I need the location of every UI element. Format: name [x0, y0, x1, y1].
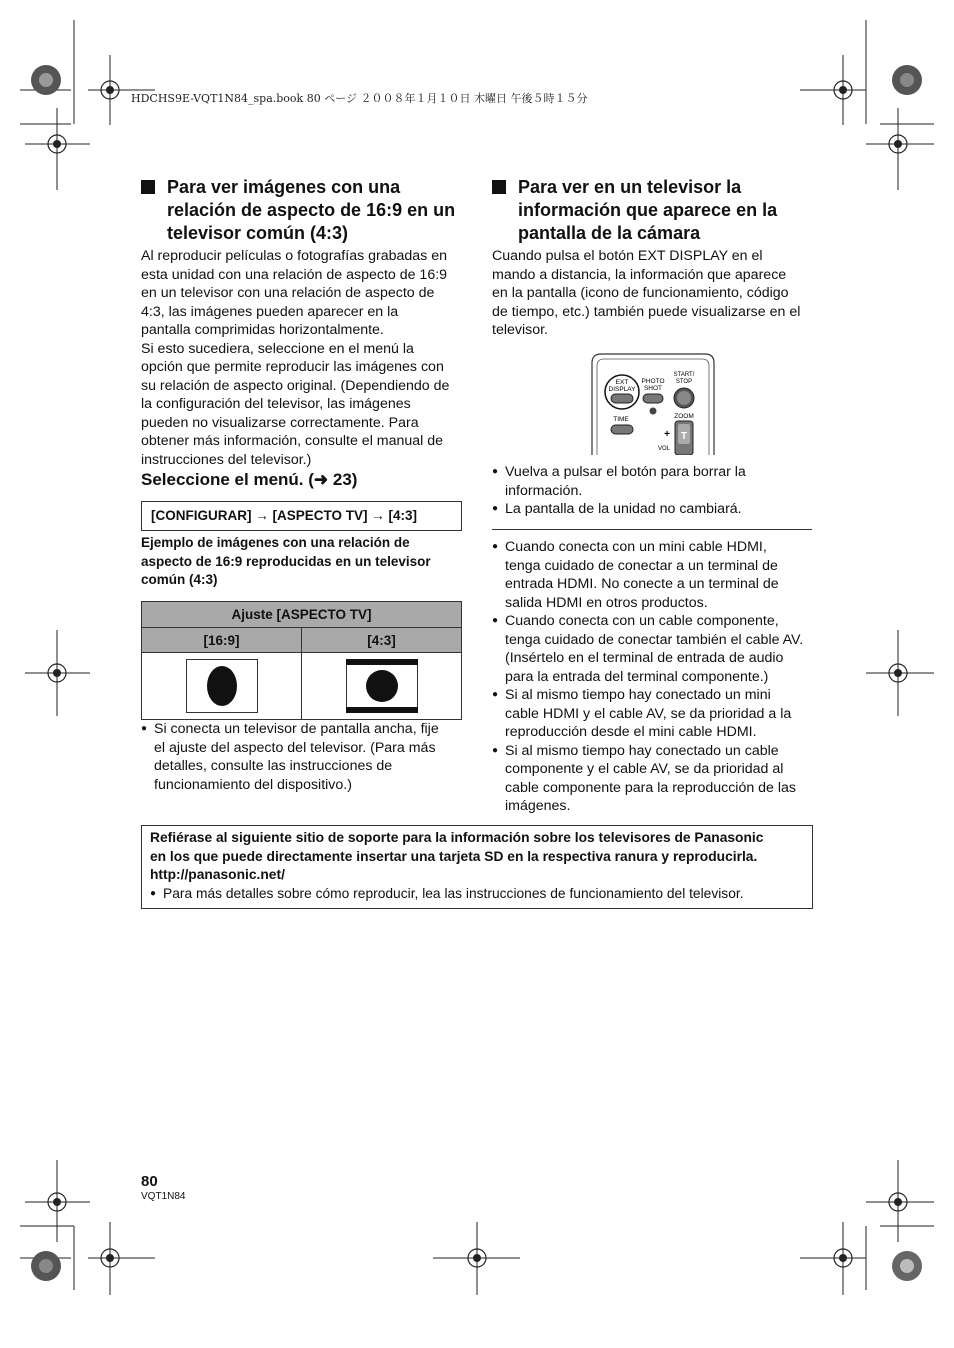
left-paragraph [141, 247, 449, 469]
bullet-line: ● Vuelva a pulsar el botón para borrar la [505, 464, 746, 480]
left-heading-line: televisor común (4:3) [167, 223, 349, 243]
para-line: la configuración del televisor, las imágenes [141, 396, 411, 412]
square-bullet-icon [141, 180, 155, 194]
right-heading-line: información que aparece en la [518, 200, 778, 220]
bullet-line: información. [505, 482, 583, 499]
left-bullets [141, 720, 439, 794]
list-item [492, 686, 803, 742]
shot-label: SHOT [643, 385, 663, 392]
para-line: obtener más información, consulte el manual de [141, 433, 444, 449]
para-line: Al reproducir películas o fotografías grabadas en [141, 248, 448, 264]
table-col-4-3: [4:3] [302, 628, 462, 653]
bullet-line: ● Si al mismo tiempo hay conectado un mini [505, 687, 771, 703]
list-item [141, 720, 439, 794]
divider [492, 529, 812, 530]
list-item [492, 538, 803, 612]
note-line: Refiérase al siguiente sitio de soporte para la información sobre los televisores de Panasonic [150, 830, 764, 845]
table-title: Ajuste [ASPECTO TV] [142, 602, 462, 628]
right-heading [492, 176, 822, 245]
bullet-line: ● Si al mismo tiempo hay conectado un cable [505, 742, 779, 759]
bullet-line: cable componente para la reproducción de las [505, 779, 797, 796]
list-item [492, 742, 803, 816]
bullet-line: tenga cuidado de conectar a un terminal de [505, 557, 778, 574]
bullet-line: salida HDMI en otros productos. [505, 594, 708, 611]
para-line: pueden no visualizarse correctamente. Para [141, 414, 419, 431]
right-bullets-2 [492, 538, 803, 816]
menu-path-box [141, 501, 462, 531]
select-menu-step: Seleccione el menú. (➜ 23) [141, 470, 358, 489]
menu-path: [CONFIGURAR] → [ASPECTO TV] → [4:3] [151, 508, 417, 523]
t-label: T [680, 431, 688, 442]
doc-code: VQT1N84 [141, 1191, 186, 1202]
para-line: de tiempo, etc.) también puede visualizarse en el [492, 303, 801, 320]
vol-label: VOL [657, 446, 671, 452]
time-label: TIME [613, 416, 629, 423]
para-line: instrucciones del televisor.) [141, 451, 312, 468]
bullet-line: detalles, consulte las instrucciones de [154, 758, 393, 774]
file-header: HDCHS9E-VQT1N84_spa.book 80 ページ ２００８年１月１０日 木曜日 午後５時１５分 [131, 92, 588, 105]
left-heading [141, 176, 471, 245]
para-line: esta unidad con una relación de aspecto de 16:9 [141, 266, 448, 283]
remote-control-illustration [591, 353, 715, 455]
zoom-label: ZOOM [674, 413, 694, 420]
bullet-line: ● La pantalla de la unidad no cambiará. [505, 501, 742, 517]
bullet-line: ● Si conecta un televisor de pantalla ancha, fije [154, 721, 439, 737]
para-line: televisor. [492, 322, 548, 338]
left-heading-line: Para ver imágenes con una [167, 177, 401, 197]
para-line: en un televisor con una relación de aspecto de [141, 285, 435, 301]
bullet-line: imágenes. [505, 798, 571, 814]
support-url-link[interactable]: http://panasonic.net/ [150, 867, 285, 882]
ext-label: EXT [615, 379, 629, 386]
para-line: pantalla comprimidas horizontalmente. [141, 322, 384, 338]
bullet-line: funcionamiento del dispositivo.) [154, 776, 352, 793]
letterbox-image-illustration [346, 659, 418, 713]
right-bullets-1 [492, 463, 746, 519]
para-line: en la pantalla (icono de funcionamiento, código [492, 285, 789, 301]
plus-label: + [664, 429, 670, 440]
list-item [492, 500, 746, 519]
right-paragraph [492, 247, 800, 340]
support-note-box [141, 825, 813, 909]
right-heading-line: Para ver en un televisor la [518, 177, 742, 197]
cell-16-9-image [142, 653, 302, 720]
para-line: su relación de aspecto original. (Dependiendo de [141, 377, 450, 394]
para-line: Cuando pulsa el botón EXT DISPLAY en el [492, 248, 763, 264]
display-label: DISPLAY [608, 386, 636, 393]
note-bullets [150, 885, 804, 904]
left-heading-line: relación de aspecto de 16:9 en un [167, 200, 456, 220]
bullet-line: entrada HDMI. No conecte a un terminal de [505, 576, 779, 592]
bullet-line: cable HDMI y el cable AV, se da prioridad a la [505, 705, 792, 722]
note-line: en los que puede directamente insertar una tarjeta SD en la respectiva ranura y reproducirla. [150, 848, 758, 864]
bullet-line: tenga cuidado de conectar también el cable AV. [505, 631, 804, 648]
bullet-line: ● Para más detalles sobre cómo reproducir, lea las instrucciones de funcionamiento del televisor. [163, 885, 744, 901]
caption-line: Ejemplo de imágenes con una relación de [141, 535, 410, 550]
para-line: 4:3, las imágenes pueden aparecer en la [141, 303, 399, 320]
compressed-image-illustration [186, 659, 258, 713]
bullet-line: el ajuste del aspecto del televisor. (Para más [154, 739, 436, 756]
bullet-line: para la entrada del terminal componente.) [505, 668, 769, 685]
bullet-line: ● Cuando conecta con un cable componente, [505, 613, 779, 629]
stop-label: STOP [675, 379, 693, 385]
cell-4-3-image [302, 653, 462, 720]
bullet-line: ● Cuando conecta con un mini cable HDMI, [505, 539, 767, 555]
para-line: Si esto sucediera, seleccione en el menú la [141, 340, 414, 357]
table-col-16-9: [16:9] [142, 628, 302, 653]
list-item [492, 612, 803, 686]
bullet-line: reproducción desde el mini cable HDMI. [505, 724, 757, 740]
photo-label: PHOTO [641, 378, 665, 385]
list-item [150, 885, 804, 904]
aspect-table [141, 601, 462, 720]
bullet-line: componente y el cable AV, se da prioridad al [505, 761, 784, 777]
start-label: START/ [673, 372, 695, 378]
caption-line: aspecto de 16:9 reproducidas en un televisor [141, 553, 431, 569]
note-bold-text [150, 829, 804, 885]
caption-line: común (4:3) [141, 572, 218, 587]
bullet-line: (Insértelo en el terminal de entrada de audio [505, 650, 784, 666]
para-line: opción que permite reproducir las imágenes con [141, 359, 444, 375]
square-bullet-icon [492, 180, 506, 194]
page-number: 80 [141, 1173, 158, 1190]
para-line: mando a distancia, la información que aparece [492, 266, 787, 283]
example-caption [141, 534, 431, 590]
right-heading-line: pantalla de la cámara [518, 223, 701, 243]
list-item [492, 463, 746, 500]
